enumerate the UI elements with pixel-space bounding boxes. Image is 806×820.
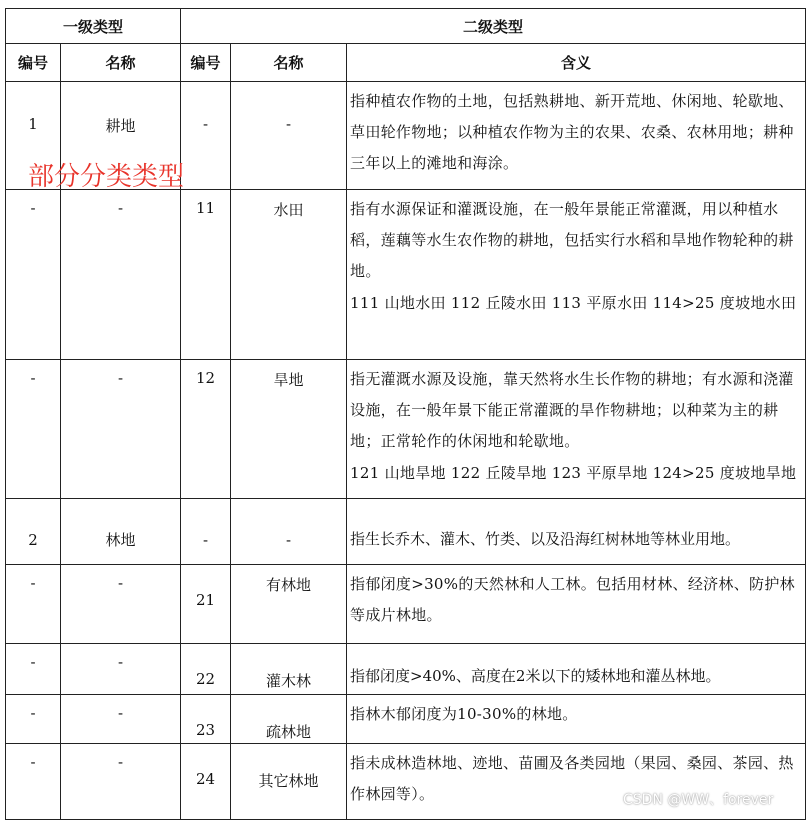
l1-code-cell: -: [6, 190, 61, 360]
l2-name-cell: 水田: [231, 190, 347, 360]
l2-name-cell: 灌木林: [231, 644, 347, 695]
l2-code-cell: -: [181, 499, 231, 565]
header-level1: 一级类型: [6, 9, 181, 44]
l1-code-cell: -: [6, 565, 61, 644]
partial-classification-label: 部分分类类型: [28, 162, 185, 192]
l1-name-cell: -: [61, 744, 181, 820]
l1-name-cell: -: [61, 565, 181, 644]
meaning-text: 指无灌溉水源及设施，靠天然将水生长作物的耕地；有水源和浇灌设施，在一般年景下能正常灌溉的旱作物耕地；以种菜为主的耕地；正常轮作的休闲地和轮歇地。: [350, 370, 794, 450]
meaning-cell: [347, 360, 806, 499]
meaning-cell: [347, 499, 806, 565]
l2-name-cell: 其它林地: [231, 744, 347, 820]
land-use-classification-table: [5, 8, 806, 820]
l2-name-cell: 旱地: [231, 360, 347, 499]
l1-name-cell: -: [61, 360, 181, 499]
meaning-cell: [347, 190, 806, 360]
header-l2-name: 名称: [231, 44, 347, 82]
l2-code-cell: 11: [181, 190, 231, 360]
l1-code-cell: -: [6, 744, 61, 820]
l2-name-cell: -: [231, 82, 347, 190]
header-meaning: 含义: [347, 44, 806, 82]
meaning-text: 指林木郁闭度为10-30%的林地。: [350, 705, 578, 723]
l2-code-cell: 21: [181, 565, 231, 644]
l2-name-cell: -: [231, 499, 347, 565]
meaning-text: 指生长乔木、灌木、竹类、以及沿海红树林地等林业用地。: [350, 530, 741, 548]
l2-code-cell: 23: [181, 695, 231, 744]
l1-name-cell: -: [61, 644, 181, 695]
l2-code-cell: -: [181, 82, 231, 190]
l2-code-cell: 22: [181, 644, 231, 695]
table-row: [6, 190, 806, 360]
meaning-cell: [347, 644, 806, 695]
csdn-watermark: CSDN @WW、forever: [623, 792, 774, 808]
meaning-cell: [347, 565, 806, 644]
meaning-text: 指郁闭度>30%的天然林和人工林。包括用材林、经济林、防护林等成片林地。: [350, 575, 795, 624]
l2-code-cell: 24: [181, 744, 231, 820]
header-l1-code: 编号: [6, 44, 61, 82]
l2-name-cell: 有林地: [231, 565, 347, 644]
table-row: [6, 695, 806, 744]
l2-name-cell: 疏林地: [231, 695, 347, 744]
meaning-text: 指有水源保证和灌溉设施，在一般年景能正常灌溉，用以种植水稻，莲藕等水生农作物的耕地，包括实行水稻和旱地作物轮种的耕地。: [350, 200, 794, 280]
table-row: [6, 499, 806, 565]
header-row-columns: [6, 44, 806, 82]
subtype-codes: 111 山地水田 112 丘陵水田 113 平原水田 114>25 度坡地水田: [350, 294, 797, 312]
l2-code-cell: 12: [181, 360, 231, 499]
meaning-cell: [347, 82, 806, 190]
l1-name-cell: 林地: [61, 499, 181, 565]
subtype-codes: 121 山地旱地 122 丘陵旱地 123 平原旱地 124>25 度坡地旱地: [350, 464, 797, 482]
meaning-text: 指未成林造林地、迹地、苗圃及各类园地（果园、桑园、茶园、热作林园等）。: [350, 754, 794, 803]
l1-code-cell: 1: [6, 82, 61, 190]
table-row: [6, 360, 806, 499]
meaning-cell: [347, 695, 806, 744]
header-l1-name: 名称: [61, 44, 181, 82]
header-row-levels: [6, 9, 806, 44]
table-row: [6, 565, 806, 644]
meaning-text: 指种植农作物的土地，包括熟耕地、新开荒地、休闲地、轮歇地、草田轮作物地；以种植农作物为主的农果、农桑、农林用地；耕种三年以上的滩地和海涂。: [350, 92, 794, 172]
l1-code-cell: -: [6, 695, 61, 744]
header-l2-code: 编号: [181, 44, 231, 82]
l1-name-cell: -: [61, 190, 181, 360]
header-level2: 二级类型: [181, 9, 806, 44]
meaning-text: 指郁闭度>40%、高度在2米以下的矮林地和灌丛林地。: [350, 666, 721, 685]
table-row: [6, 644, 806, 695]
l1-name-cell: 耕地: [61, 82, 181, 190]
l1-code-cell: -: [6, 360, 61, 499]
l1-code-cell: 2: [6, 499, 61, 565]
l1-name-cell: -: [61, 695, 181, 744]
l1-code-cell: -: [6, 644, 61, 695]
